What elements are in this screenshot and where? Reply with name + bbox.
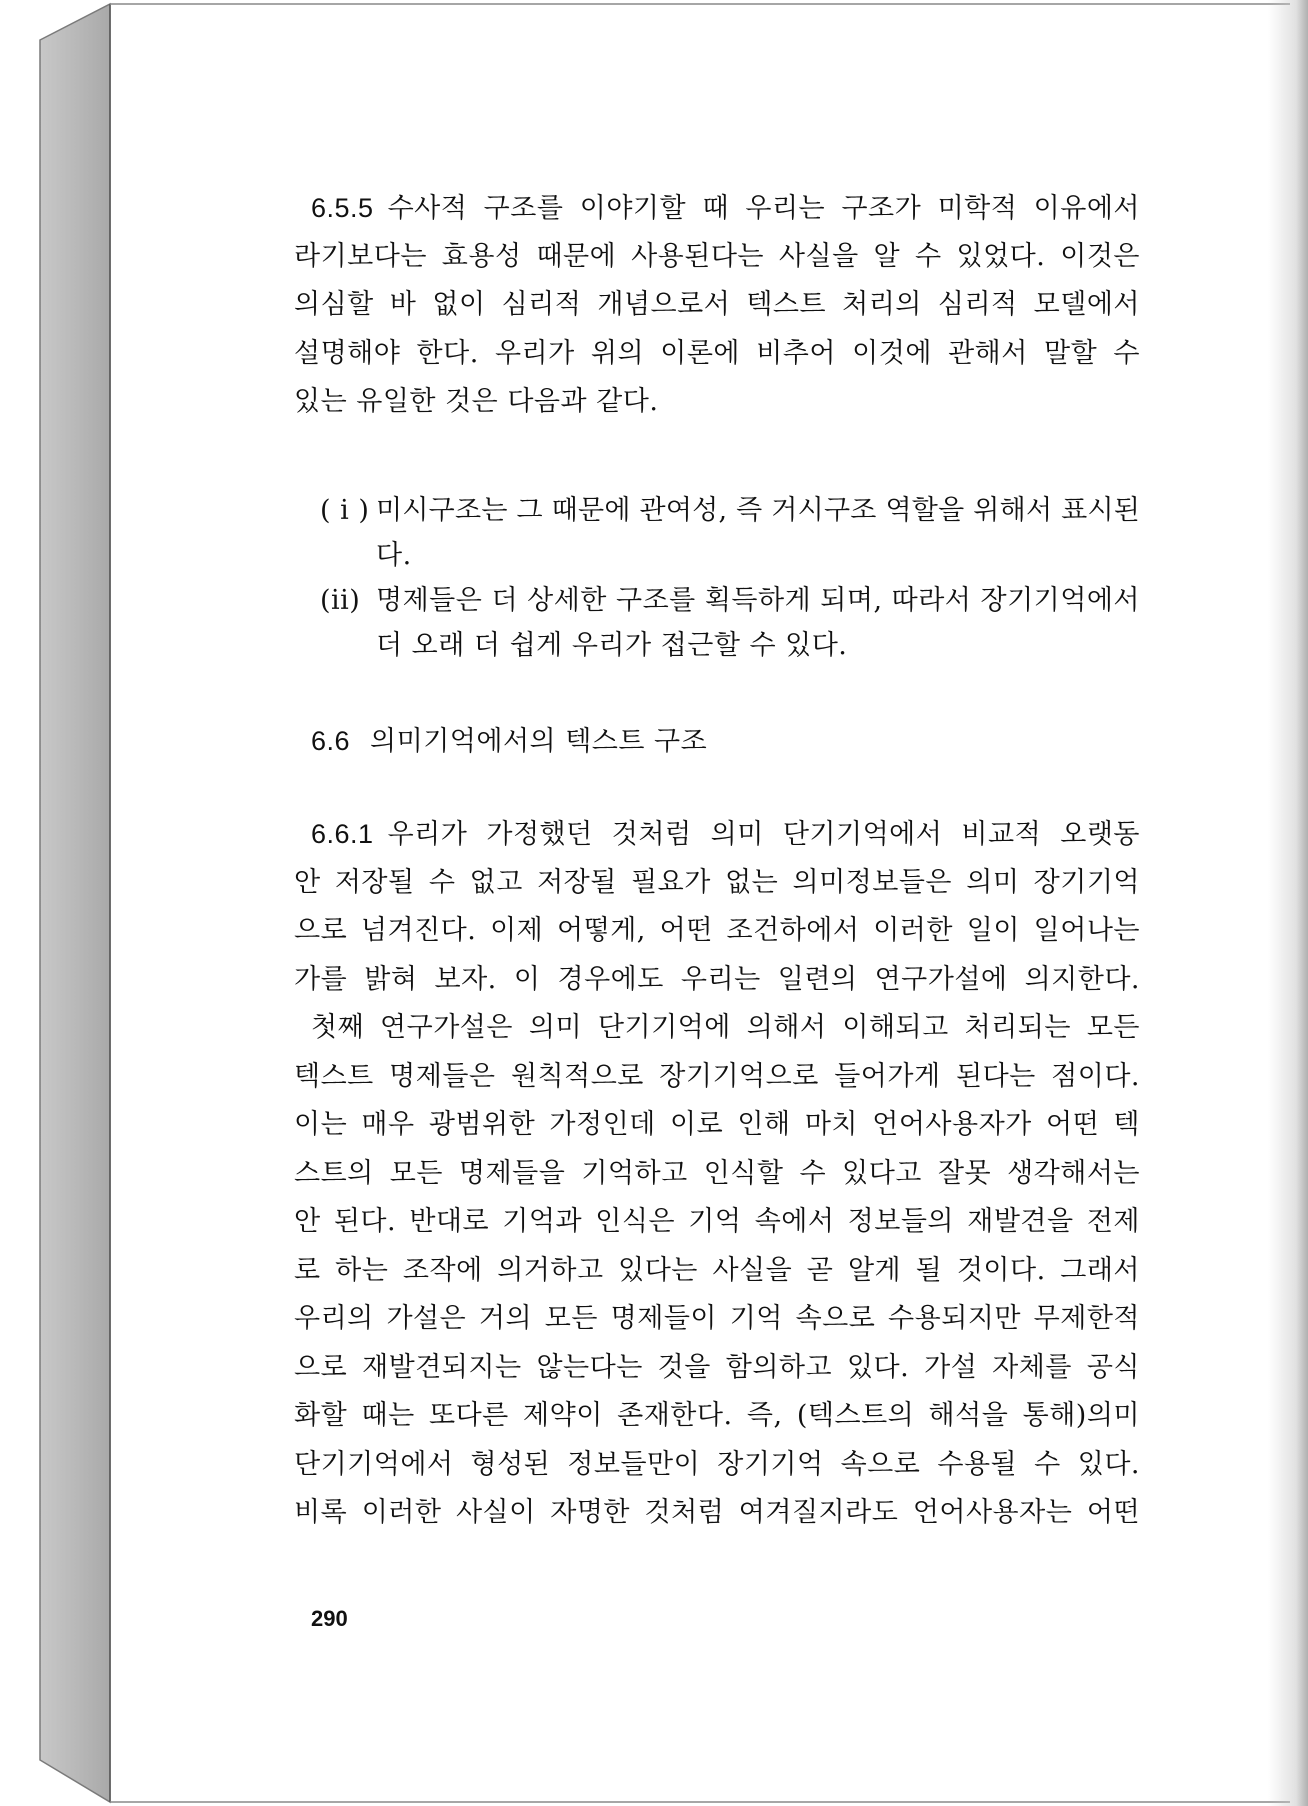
text-line: 화할 때는 또다른 제약이 존재한다. 즉, (텍스트의 해석을 통해)의미 [294,1400,1140,1431]
text-line: 안 저장될 수 없고 저장될 필요가 없는 의미정보들은 의미 장기기억 [294,866,1140,898]
text-line: 비록 이러한 사실이 자명한 것처럼 여겨질지라도 언어사용자는 어떤 [294,1497,1140,1528]
section-heading [311,716,707,766]
list-marker: (ii) [320,585,361,616]
section-6-6-1 [294,810,1140,1538]
heading-title: 의미기억에서의 텍스트 구조 [370,726,708,757]
book-page [110,4,1280,1802]
text-line: 명제들은 더 상세한 구조를 획득하게 되며, 따라서 장기기억에서 [376,585,1140,616]
text-line: 우리의 가설은 거의 모든 명제들이 기억 속으로 수용되지만 무제한적 [294,1303,1140,1334]
text-line: 다. [376,540,412,571]
page-number: 290 [311,1606,348,1631]
text-line: 6.5.5 수사적 구조를 이야기할 때 우리는 구조가 미학적 이유에서 [311,193,1140,224]
text-line: 가를 밝혀 보자. 이 경우에도 우리는 일련의 연구가설에 의지한다. [294,963,1140,995]
text-line: 설명해야 한다. 우리가 위의 이론에 비추어 이것에 관해서 말할 수 [294,337,1140,369]
text-line: 첫째 연구가설은 의미 단기기억에 의해서 이해되고 처리되는 모든 [311,1012,1140,1043]
heading-number: 6.6 [311,726,351,756]
list-item [294,578,1140,668]
text-line: 안 된다. 반대로 기억과 인식은 기억 속에서 정보들의 재발견을 전제 [294,1206,1140,1237]
enumerated-list [294,488,1140,668]
text-line: 더 오래 더 쉽게 우리가 접근할 수 있다. [376,630,848,661]
text-line: 으로 넘겨진다. 이제 어떻게, 어떤 조건하에서 이러한 일이 일어나는 [294,915,1140,946]
text-line: 있는 유일한 것은 다음과 같다. [294,386,659,417]
text-line: 로 하는 조작에 의거하고 있다는 사실을 곧 알게 될 것이다. 그래서 [294,1254,1140,1286]
text-line: 스트의 모든 명제들을 기억하고 인식할 수 있다고 잘못 생각해서는 [294,1157,1140,1189]
section-number: 6.5.5 [311,193,374,223]
text-line: 단기기억에서 형성된 정보들만이 장기기억 속으로 수용될 수 있다. [294,1448,1140,1480]
text-line: 의심할 바 없이 심리적 개념으로서 텍스트 처리의 심리적 모델에서 [294,289,1140,320]
text-line: 6.6.1 우리가 가정했던 것처럼 의미 단기기억에서 비교적 오랫동 [311,819,1140,850]
list-marker: ( i ) [320,495,370,526]
text-line: 으로 재발견되지는 않는다는 것을 함의하고 있다. 가설 자체를 공식 [294,1351,1140,1383]
section-6-5-5 [294,184,1140,427]
text-line: 라기보다는 효용성 때문에 사용된다는 사실을 알 수 있었다. 이것은 [294,240,1140,272]
text-line: 텍스트 명제들은 원칙적으로 장기기억으로 들어가게 된다는 점이다. [294,1060,1140,1092]
text-line: 미시구조는 그 때문에 관여성, 즉 거시구조 역할을 위해서 표시된 [376,495,1141,526]
list-item [294,488,1140,578]
text-line: 이는 매우 광범위한 가정인데 이로 인해 마치 언어사용자가 어떤 텍 [294,1109,1140,1140]
section-number: 6.6.1 [311,819,374,849]
